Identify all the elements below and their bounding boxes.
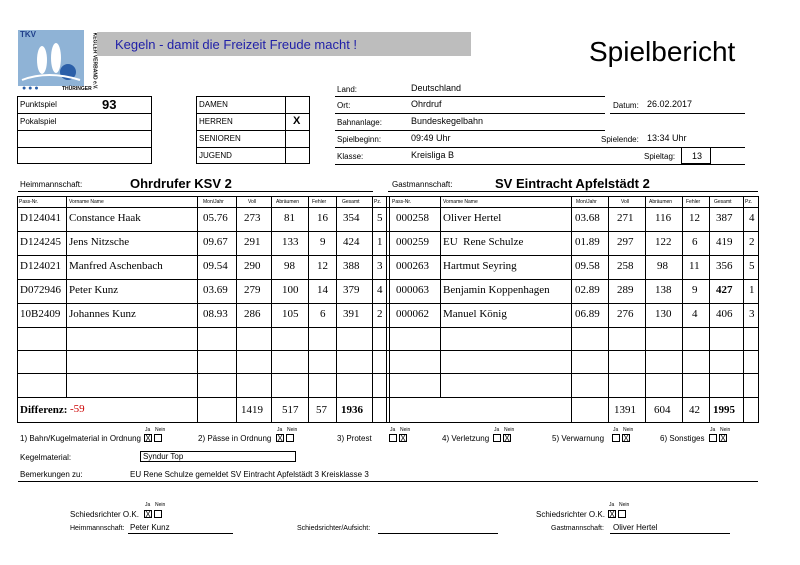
abraeumen: 138 bbox=[655, 284, 672, 296]
gesamt: 354 bbox=[343, 212, 360, 224]
jugend-label: JUGEND bbox=[199, 151, 232, 160]
col-mon: Mon/Jahr bbox=[203, 199, 224, 205]
ende-value: 13:34 Uhr bbox=[647, 133, 687, 143]
bemerkungen-value: EU Rene Schulze gemeldet SV Eintracht Apfelstädt 3 Kreisklasse 3 bbox=[130, 470, 369, 479]
gesamt: 388 bbox=[343, 260, 360, 272]
logo-abbr: TKV bbox=[20, 30, 36, 39]
guest-sum-voll: 1391 bbox=[614, 404, 636, 416]
ja-checkbox[interactable] bbox=[389, 434, 397, 442]
differenz-value: -59 bbox=[70, 403, 85, 415]
datum-label: Datum: bbox=[613, 101, 639, 110]
logo-vertical-text: KEGLER VERBAND e.V. bbox=[91, 32, 98, 90]
nein-label: Nein bbox=[287, 427, 298, 433]
schiri-guest-label: Schiedsrichter O.K. bbox=[536, 510, 605, 519]
punktzahl: 5 bbox=[749, 260, 755, 272]
voll: 276 bbox=[617, 308, 634, 320]
col-pz: Pz. bbox=[374, 199, 382, 205]
nein-label: Nein bbox=[504, 427, 515, 433]
bahn-label: Bahnanlage: bbox=[337, 118, 382, 127]
logo-name: THÜRINGER bbox=[62, 86, 92, 92]
pass-nr: 000263 bbox=[396, 260, 429, 272]
heim-sign-label: Heimmannschaft: bbox=[70, 525, 125, 532]
gesamt: 419 bbox=[716, 236, 733, 248]
player-name: EU Rene Schulze bbox=[443, 236, 524, 248]
pass-nr: D072946 bbox=[20, 284, 61, 296]
nein-checkbox[interactable]: X bbox=[623, 434, 629, 443]
abraeumen: 98 bbox=[284, 260, 295, 272]
ja-checkbox[interactable] bbox=[709, 434, 717, 442]
punktspiel-value: 93 bbox=[102, 97, 117, 112]
nein-checkbox[interactable]: X bbox=[504, 434, 510, 443]
voll: 289 bbox=[617, 284, 634, 296]
player-name: Johannes Kunz bbox=[69, 308, 136, 320]
ja-label: Ja bbox=[145, 427, 151, 433]
fehler: 9 bbox=[692, 284, 698, 296]
page-title: Spielbericht bbox=[589, 36, 736, 67]
schiri-home-label: Schiedsrichter O.K. bbox=[70, 510, 139, 519]
senioren-label: SENIOREN bbox=[199, 134, 241, 143]
col-ges: Gesamt bbox=[714, 199, 732, 205]
fehler: 11 bbox=[689, 260, 700, 272]
voll: 258 bbox=[617, 260, 634, 272]
voll: 273 bbox=[244, 212, 261, 224]
home-label: Heimmannschaft: bbox=[20, 180, 83, 189]
nein-checkbox[interactable] bbox=[154, 434, 162, 442]
kegelmaterial-label: Kegelmaterial: bbox=[20, 453, 72, 462]
ja-checkbox[interactable]: X bbox=[145, 434, 151, 443]
col-mon: Mon/Jahr bbox=[576, 199, 597, 205]
bemerkungen-label: Bemerkungen zu: bbox=[20, 470, 83, 479]
guest-team-name: SV Eintracht Apfelstädt 2 bbox=[495, 176, 650, 191]
abraeumen: 100 bbox=[282, 284, 299, 296]
fehler: 14 bbox=[317, 284, 328, 296]
check-label: 3) Protest bbox=[337, 434, 372, 443]
gast-sign-value: Oliver Hertel bbox=[613, 523, 658, 532]
mon-jahr: 06.89 bbox=[575, 308, 600, 320]
voll: 297 bbox=[617, 236, 634, 248]
ja-label: Ja bbox=[390, 427, 396, 433]
ort-label: Ort: bbox=[337, 101, 351, 110]
col-name: Vorname Name bbox=[69, 199, 104, 205]
logo bbox=[18, 30, 96, 94]
damen-label: DAMEN bbox=[199, 100, 228, 109]
nein-label: Nein bbox=[400, 427, 411, 433]
nein-checkbox[interactable]: X bbox=[400, 434, 406, 443]
guest-sum-abr: 604 bbox=[654, 404, 671, 416]
gesamt: 356 bbox=[716, 260, 733, 272]
klasse-value: Kreisliga B bbox=[411, 150, 455, 160]
nein-checkbox[interactable]: X bbox=[720, 434, 726, 443]
logo-dots: ● ● ● bbox=[22, 85, 39, 92]
home-sum-voll: 1419 bbox=[241, 404, 263, 416]
mon-jahr: 01.89 bbox=[575, 236, 600, 248]
fehler: 16 bbox=[317, 212, 328, 224]
ende-label: Spielende: bbox=[601, 135, 639, 144]
voll: 271 bbox=[617, 212, 634, 224]
check-label: 2) Pässe in Ordnung bbox=[198, 434, 272, 443]
voll: 286 bbox=[244, 308, 261, 320]
punktzahl: 1 bbox=[749, 284, 755, 296]
abraeumen: 98 bbox=[657, 260, 668, 272]
punktspiel-label: Punktspiel bbox=[20, 100, 57, 109]
mon-jahr: 09.54 bbox=[203, 260, 228, 272]
fehler: 9 bbox=[320, 236, 326, 248]
pass-nr: 000063 bbox=[396, 284, 429, 296]
col-voll: Voll bbox=[621, 199, 630, 205]
ja-label: Ja bbox=[609, 502, 615, 508]
col-voll: Voll bbox=[248, 199, 257, 205]
player-name: Benjamin Koppenhagen bbox=[443, 284, 550, 296]
punktzahl: 4 bbox=[377, 284, 383, 296]
land-value: Deutschland bbox=[411, 83, 462, 93]
klasse-label: Klasse: bbox=[337, 152, 364, 161]
col-pass: Pass-Nr. bbox=[392, 199, 412, 205]
voll: 290 bbox=[244, 260, 261, 272]
col-fehl: Fehler bbox=[686, 199, 701, 205]
col-pass: Pass-Nr. bbox=[19, 199, 39, 205]
col-abr: Abräumen bbox=[649, 199, 673, 205]
home-team-name: Ohrdrufer KSV 2 bbox=[130, 176, 232, 191]
nein-checkbox[interactable] bbox=[154, 510, 162, 518]
home-sum-fehl: 57 bbox=[316, 404, 327, 416]
heim-sign-value: Peter Kunz bbox=[130, 523, 170, 532]
gesamt: 391 bbox=[343, 308, 360, 320]
beginn-label: Spielbeginn: bbox=[337, 135, 382, 144]
ja-checkbox[interactable] bbox=[493, 434, 501, 442]
fehler: 6 bbox=[320, 308, 326, 320]
abraeumen: 133 bbox=[282, 236, 299, 248]
ort-value: Ohrdruf bbox=[411, 99, 442, 109]
check-label: 4) Verletzung bbox=[442, 434, 490, 443]
pokalspiel-label: Pokalspiel bbox=[20, 117, 57, 126]
mon-jahr: 03.68 bbox=[575, 212, 600, 224]
voll: 291 bbox=[244, 236, 261, 248]
gesamt: 427 bbox=[716, 284, 733, 296]
fehler: 4 bbox=[692, 308, 698, 320]
land-label: Land: bbox=[337, 85, 358, 94]
kegelmaterial-value: Syndur Top bbox=[143, 452, 184, 461]
punktzahl: 4 bbox=[749, 212, 755, 224]
ja-label: Ja bbox=[494, 427, 500, 433]
col-abr: Abräumen bbox=[276, 199, 300, 205]
gesamt: 406 bbox=[716, 308, 733, 320]
voll: 279 bbox=[244, 284, 261, 296]
pass-nr: 10B2409 bbox=[20, 308, 61, 320]
player-name: Jens Nitzsche bbox=[69, 236, 130, 248]
col-fehl: Fehler bbox=[312, 199, 327, 205]
guest-label: Gastmannschaft: bbox=[392, 180, 453, 189]
ja-checkbox[interactable]: X bbox=[145, 510, 151, 519]
beginn-value: 09:49 Uhr bbox=[411, 133, 451, 143]
nein-label: Nein bbox=[619, 502, 630, 508]
player-name: Manfred Aschenbach bbox=[69, 260, 163, 272]
pass-nr: D124245 bbox=[20, 236, 61, 248]
ja-checkbox[interactable]: X bbox=[609, 510, 615, 519]
ja-label: Ja bbox=[613, 427, 619, 433]
ja-label: Ja bbox=[277, 427, 283, 433]
pass-nr: 000258 bbox=[396, 212, 429, 224]
spieltag-value: 13 bbox=[692, 151, 703, 161]
punktzahl: 2 bbox=[749, 236, 755, 248]
nein-label: Nein bbox=[155, 427, 166, 433]
banner-text: Kegeln - damit die Freizeit Freude macht ! bbox=[115, 37, 358, 52]
gesamt: 379 bbox=[343, 284, 360, 296]
herren-label: HERREN bbox=[199, 117, 233, 126]
col-pz: Pz. bbox=[745, 199, 753, 205]
mon-jahr: 09.58 bbox=[575, 260, 600, 272]
player-name: Hartmut Seyring bbox=[443, 260, 517, 272]
home-sum-ges: 1936 bbox=[341, 404, 363, 416]
col-name: Vorname Name bbox=[443, 199, 478, 205]
player-name: Peter Kunz bbox=[69, 284, 119, 296]
check-label: 5) Verwarnung bbox=[552, 434, 605, 443]
abraeumen: 105 bbox=[282, 308, 299, 320]
player-name: Oliver Hertel bbox=[443, 212, 502, 224]
kegelmaterial-field[interactable] bbox=[140, 451, 296, 462]
ja-label: Ja bbox=[145, 502, 151, 508]
col-ges: Gesamt bbox=[342, 199, 360, 205]
differenz-label: Differenz: bbox=[20, 404, 68, 416]
punktzahl: 1 bbox=[377, 236, 383, 248]
datum-value: 26.02.2017 bbox=[647, 99, 693, 109]
nein-label: Nein bbox=[720, 427, 731, 433]
abraeumen: 122 bbox=[655, 236, 672, 248]
mon-jahr: 09.67 bbox=[203, 236, 228, 248]
gast-sign-label: Gastmannschaft: bbox=[551, 525, 604, 532]
nein-label: Nein bbox=[155, 502, 166, 508]
fehler: 6 bbox=[692, 236, 698, 248]
home-sum-abr: 517 bbox=[282, 404, 299, 416]
player-name: Manuel König bbox=[443, 308, 507, 320]
punktzahl: 3 bbox=[377, 260, 383, 272]
gesamt: 424 bbox=[343, 236, 360, 248]
pass-nr: D124041 bbox=[20, 212, 61, 224]
fehler: 12 bbox=[689, 212, 700, 224]
pass-nr: D124021 bbox=[20, 260, 61, 272]
nein-label: Nein bbox=[623, 427, 634, 433]
gesamt: 387 bbox=[716, 212, 733, 224]
bahn-value: Bundeskegelbahn bbox=[411, 116, 484, 126]
ja-label: Ja bbox=[710, 427, 716, 433]
punktzahl: 2 bbox=[377, 308, 383, 320]
abraeumen: 130 bbox=[655, 308, 672, 320]
player-name: Constance Haak bbox=[69, 212, 141, 224]
ja-checkbox[interactable] bbox=[612, 434, 620, 442]
abraeumen: 116 bbox=[655, 212, 672, 224]
nein-checkbox[interactable] bbox=[618, 510, 626, 518]
banner bbox=[97, 32, 471, 56]
ja-checkbox[interactable]: X bbox=[277, 434, 283, 443]
spieltag-label: Spieltag: bbox=[644, 152, 676, 161]
check-label: 6) Sonstiges bbox=[660, 434, 705, 443]
mon-jahr: 08.93 bbox=[203, 308, 228, 320]
mon-jahr: 03.69 bbox=[203, 284, 228, 296]
punktzahl: 3 bbox=[749, 308, 755, 320]
nein-checkbox[interactable] bbox=[286, 434, 294, 442]
herren-mark: X bbox=[293, 115, 301, 127]
guest-sum-ges: 1995 bbox=[713, 404, 735, 416]
fehler: 12 bbox=[317, 260, 328, 272]
guest-sum-fehl: 42 bbox=[689, 404, 700, 416]
pass-nr: 000259 bbox=[396, 236, 429, 248]
check-label: 1) Bahn/Kugelmaterial in Ordnung bbox=[20, 434, 141, 443]
abraeumen: 81 bbox=[284, 212, 295, 224]
aufsicht-label: Schiedsrichter/Aufsicht: bbox=[297, 525, 371, 532]
mon-jahr: 02.89 bbox=[575, 284, 600, 296]
punktzahl: 5 bbox=[377, 212, 383, 224]
pass-nr: 000062 bbox=[396, 308, 429, 320]
mon-jahr: 05.76 bbox=[203, 212, 228, 224]
